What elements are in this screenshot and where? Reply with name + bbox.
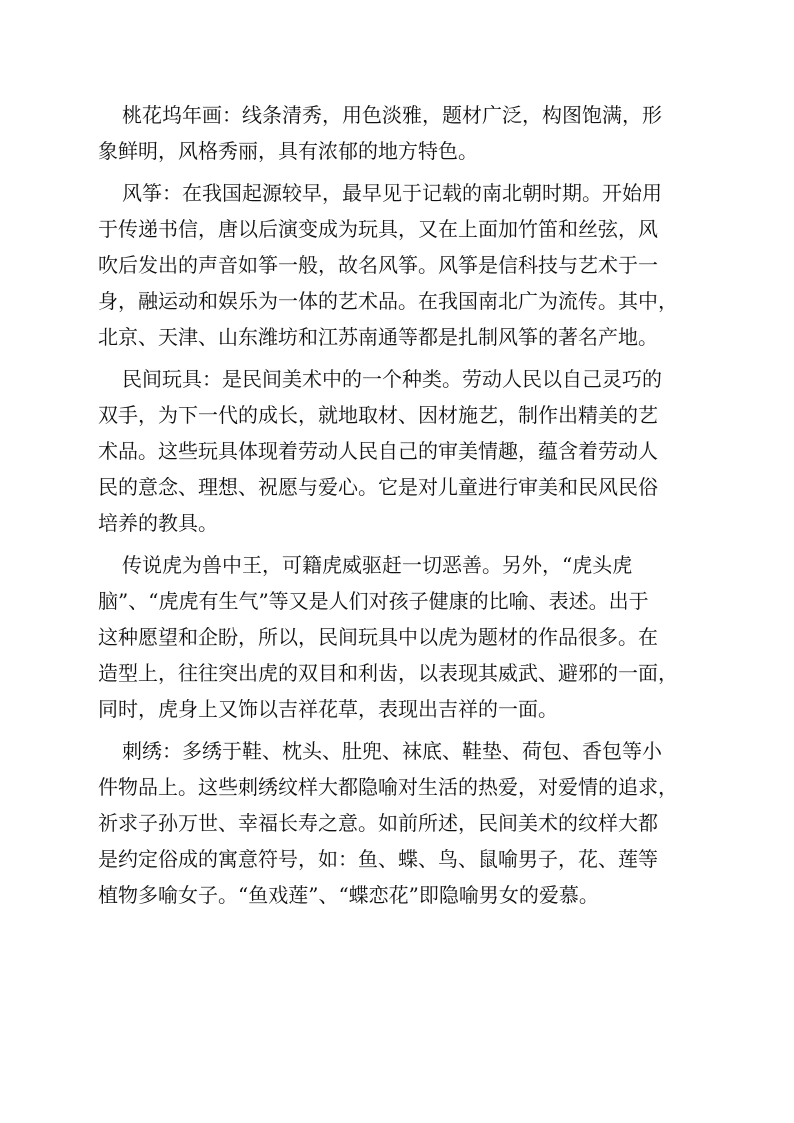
- text-line: 双手，为下一代的成长，就地取材、因材施艺，制作出精美的艺: [98, 403, 658, 427]
- text-line: 吹后发出的声音如筝一般，故名风筝。风筝是信科技与艺术于一: [98, 253, 658, 277]
- text-line: 是约定俗成的寓意符号，如：鱼、蝶、鸟、鼠喻男子，花、莲等: [98, 847, 658, 871]
- text-line: 北京、天津、山东潍坊和江苏南通等都是扎制风筝的著名产地。: [98, 325, 658, 349]
- text-line: 植物多喻女子。“鱼戏莲”、“蝶恋花”即隐喻男女的爱慕。: [98, 883, 599, 907]
- text-line: 刺绣：多绣于鞋、枕头、肚兜、袜底、鞋垫、荷包、香包等小: [122, 739, 662, 763]
- text-line: 象鲜明，风格秀丽，具有浓郁的地方特色。: [98, 139, 478, 163]
- paragraph-cixiu: [98, 733, 703, 913]
- text-line: 这种愿望和企盼，所以，民间玩具中以虎为题材的作品很多。在: [98, 625, 658, 649]
- text-line: 风筝：在我国起源较早，最早见于记载的南北朝时期。开始用: [122, 181, 662, 205]
- text-line: 造型上，往往突出虎的双目和利齿，以表现其威武、避邪的一面，: [98, 661, 678, 685]
- paragraph-minjian-wanju: [98, 361, 703, 541]
- text-line: 件物品上。这些刺绣纹样大都隐喻对生活的热爱，对爱情的追求，: [98, 775, 678, 799]
- paragraph-fengzheng: [98, 175, 703, 355]
- text-line: 术品。这些玩具体现着劳动人民自己的审美情趣，蕴含着劳动人: [98, 439, 658, 463]
- paragraph-hu: [98, 547, 703, 727]
- paragraph-taohuawu-nianhua: [98, 97, 703, 169]
- text-line: 传说虎为兽中王，可籍虎威驱赶一切恶善。另外，“虎头虎: [122, 553, 633, 577]
- text-line: 民间玩具：是民间美术中的一个种类。劳动人民以自己灵巧的: [122, 367, 662, 391]
- text-line: 民的意念、理想、祝愿与爱心。它是对儿童进行审美和民风民俗: [98, 475, 658, 499]
- text-line: 培养的教具。: [98, 511, 218, 535]
- text-line: 于传递书信，唐以后演变成为玩具，又在上面加竹笛和丝弦，风: [98, 217, 658, 241]
- text-line: 桃花坞年画：线条清秀，用色淡雅，题材广泛，构图饱满，形: [122, 103, 662, 127]
- text-line: 同时，虎身上又饰以吉祥花草，表现出吉祥的一面。: [98, 697, 558, 721]
- document-body: [98, 97, 703, 919]
- text-line: 脑”、“虎虎有生气”等又是人们对孩子健康的比喻、表述。出于: [98, 589, 649, 613]
- text-line: 身，融运动和娱乐为一体的艺术品。在我国南北广为流传。其中，: [98, 289, 678, 313]
- text-line: 祈求子孙万世、幸福长寿之意。如前所述，民间美术的纹样大都: [98, 811, 658, 835]
